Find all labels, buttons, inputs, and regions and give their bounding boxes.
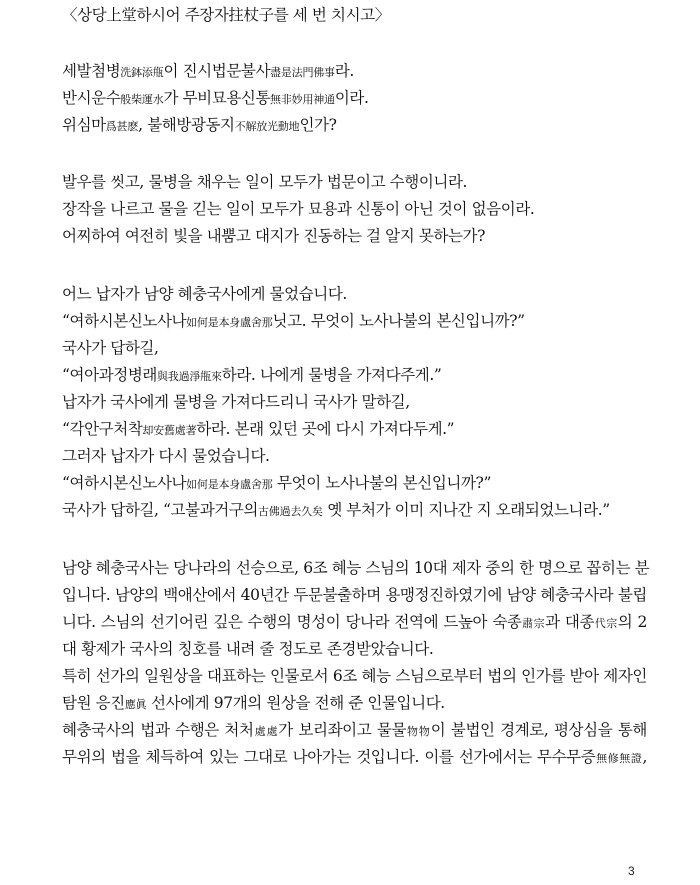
translation-line-2: 장작을 나르고 물을 긷는 일이 모두가 묘용과 신통이 아닌 것이 없음이라. (62, 200, 535, 218)
commentary-line: 혜충국사의 법과 수행은 처처處處가 보리좌이고 물물物物이 불법인 경계로, 평상심을 통해 (62, 721, 647, 739)
heading: 〈상당上堂하시어 주장자拄杖子를 세 번 치시고〉 (62, 6, 390, 24)
commentary-line: 입니다. 남양의 백애산에서 40년간 두문불출하며 용맹정진하였기에 남양 혜충국사라 불립 (62, 586, 647, 604)
translation-line-3: 어찌하여 여전히 빛을 내뿜고 대지가 진동하는 걸 알지 못하는가? (62, 227, 486, 245)
commentary-line: 대 황제가 국사의 칭호를 내려 줄 정도로 존경받았습니다. (62, 640, 434, 658)
dialogue-line-8: “여하시본신노사나如何是本身盧舍那 무엇이 노사나불의 본신입니까?” (62, 474, 491, 492)
dialogue-line-5: 납자가 국사에게 물병을 가져다드리니 국사가 말하길, (62, 393, 410, 411)
page-number: 3 (628, 864, 635, 878)
verse-line-3: 위심마爲甚麽, 불해방광동지不解放光動地인가? (62, 116, 337, 134)
commentary-line: 무위의 법을 체득하여 있는 그대로 나아가는 것입니다. 이를 선가에서는 무수무증無修無證, (62, 748, 647, 766)
verse-line-1: 세발첨병洗鉢添甁이 진시법문불사盡是法門佛事라. (62, 62, 354, 80)
dialogue-line-2: “여하시본신노사나如何是本身盧舍那닛고. 무엇이 노사나불의 본신입니까?” (62, 312, 525, 330)
commentary-line: 탐원 응진應眞 선사에게 97개의 원상을 전해 준 인물입니다. (62, 694, 445, 712)
dialogue-line-1: 어느 납자가 남양 혜충국사에게 물었습니다. (62, 285, 347, 303)
dialogue-line-4: “여아과정병래與我過淨甁來하라. 나에게 물병을 가져다주게.” (62, 366, 442, 384)
commentary-line: 니다. 스님의 선기어린 깊은 수행의 명성이 당나라 전역에 드높아 숙종肅宗과 대종代宗의 2 (62, 613, 647, 631)
dialogue-line-6: “각안구처착却安舊處著하라. 본래 있던 곳에 다시 가져다두게.” (62, 420, 455, 438)
verse-line-2: 반시운수般柴運水가 무비묘용신통無非妙用神通이라. (62, 89, 369, 107)
dialogue-line-9: 국사가 답하길, “고불과거구의古佛過去久矣 옛 부처가 이미 지나간 지 오래되었느니라.” (62, 501, 610, 519)
dialogue-line-7: 그러자 납자가 다시 물었습니다. (62, 447, 270, 465)
translation-line-1: 발우를 씻고, 물병을 채우는 일이 모두가 법문이고 수행이니라. (62, 173, 468, 191)
commentary-line: 남양 혜충국사는 당나라의 선승으로, 6조 혜능 스님의 10대 제자 중의 한 명으로 꼽히는 분 (62, 559, 650, 577)
dialogue-line-3: 국사가 답하길, (62, 339, 159, 357)
commentary-line: 특히 선가의 일원상을 대표하는 인물로서 6조 혜능 스님으로부터 법의 인가를 받아 제자인 (62, 667, 647, 685)
